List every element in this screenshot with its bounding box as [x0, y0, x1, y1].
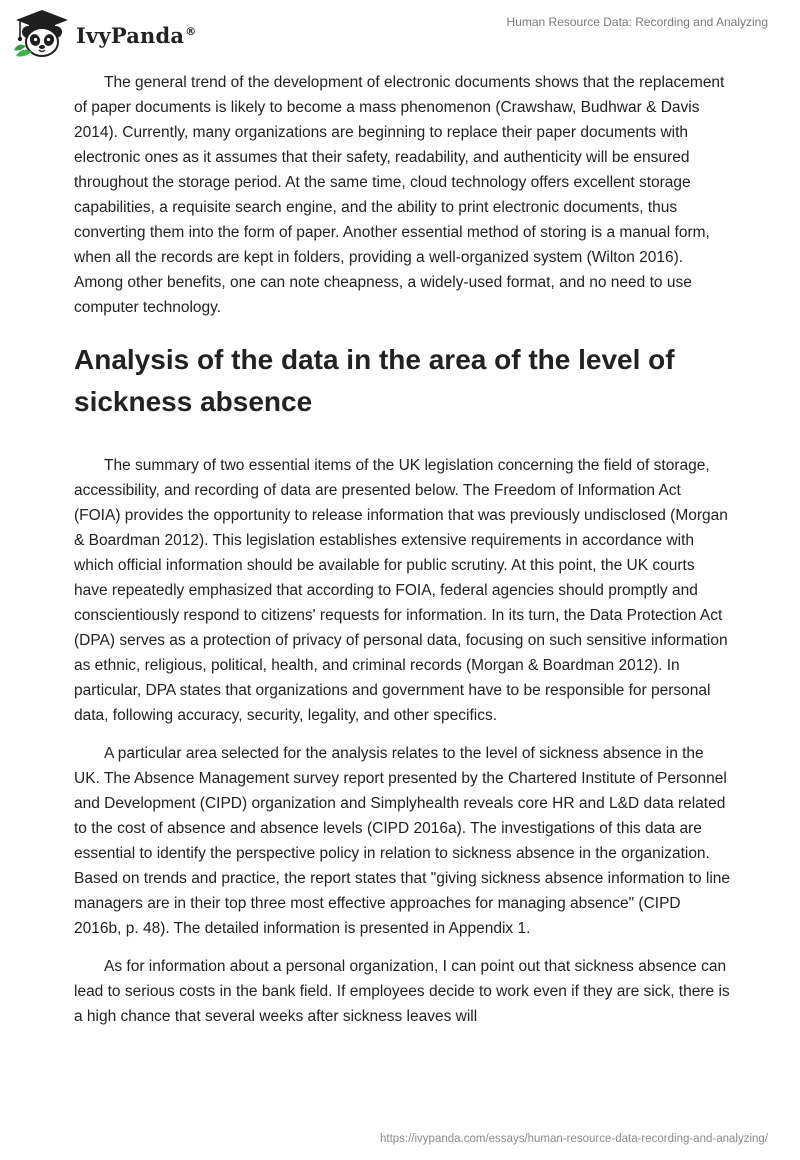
panda-graduate-icon	[12, 8, 72, 60]
brand-name-text: IvyPanda	[76, 22, 185, 48]
paragraph-personal-organization: As for information about a personal organization, I can point out that sickness absence can lead to serious costs in the bank field. If employees decide to work even if they are sick, there is a high chance that several weeks after sickness leaves will	[74, 958, 730, 1025]
paragraph-sickness-absence: A particular area selected for the analysis relates to the level of sickness absence in the UK. The Absence Management survey report presented by the Chartered Institute of Personnel and Development (CIPD) organization and Simplyhealth reveals core HR and L&D data related to the cost of absence and absence levels (CIPD 2016a). The investigations of this data are essential to identify the perspective policy in relation to sickness absence in the organization. Based on trends and practice, the report states that "giving sickness absence information to line managers are in their top three most effective approaches for managing absence" (CIPD 2016b, p. 48). The detailed information is presented in Appendix 1.	[74, 745, 731, 937]
document-title: Human Resource Data: Recording and Analyzing	[506, 15, 768, 29]
source-url[interactable]: https://ivypanda.com/essays/human-resource-data-recording-and-analyzing/	[379, 1133, 768, 1145]
page-header	[0, 0, 800, 70]
ivypanda-logo[interactable]	[12, 8, 196, 60]
article-body	[74, 70, 730, 1029]
paragraph-uk-legislation: The summary of two essential items of the UK legislation concerning the field of storage, accessibility, and recording of data are presented below. The Freedom of Information Act (FOIA) provides the opportunity to release information that was previously undisclosed (Morgan & Boardman 2012). This legislation establishes extensive requirements in accordance with which official information should be available for public scrutiny. At this point, the UK courts have repeatedly emphasized that according to FOIA, federal agencies should promptly and conscientiously respond to citizens' requests for information. In its turn, the Data Protection Act (DPA) serves as a protection of privacy of personal data, focusing on such sensitive information as ethnic, religious, political, health, and criminal records (Morgan & Boardman 2012). In particular, DPA states that organizations and government have to be responsible for personal data, following accuracy, security, legality, and other specifics.	[74, 457, 728, 724]
paragraph-electronic-documents: The general trend of the development of electronic documents shows that the replacement of paper documents is likely to become a mass phenomenon (Crawshaw, Budhwar & Davis 2014). Currently, many organizations are beginning to replace their paper documents with electronic ones as it assumes that their safety, readability, and authenticity will be ensured throughout the storage period. At the same time, cloud technology offers excellent storage capabilities, a requisite search engine, and the ability to print electronic documents, thus converting them into the form of paper. Another essential method of storing is a manual form, when all the records are kept in folders, providing a well-organized system (Wilton 2016). Among other benefits, one can note cheapness, a widely-used format, and no need to use computer technology.	[74, 74, 725, 316]
registered-mark: ®	[185, 24, 197, 38]
brand-name	[76, 23, 196, 48]
section-heading: Analysis of the data in the area of the level of sickness absence	[74, 344, 675, 417]
